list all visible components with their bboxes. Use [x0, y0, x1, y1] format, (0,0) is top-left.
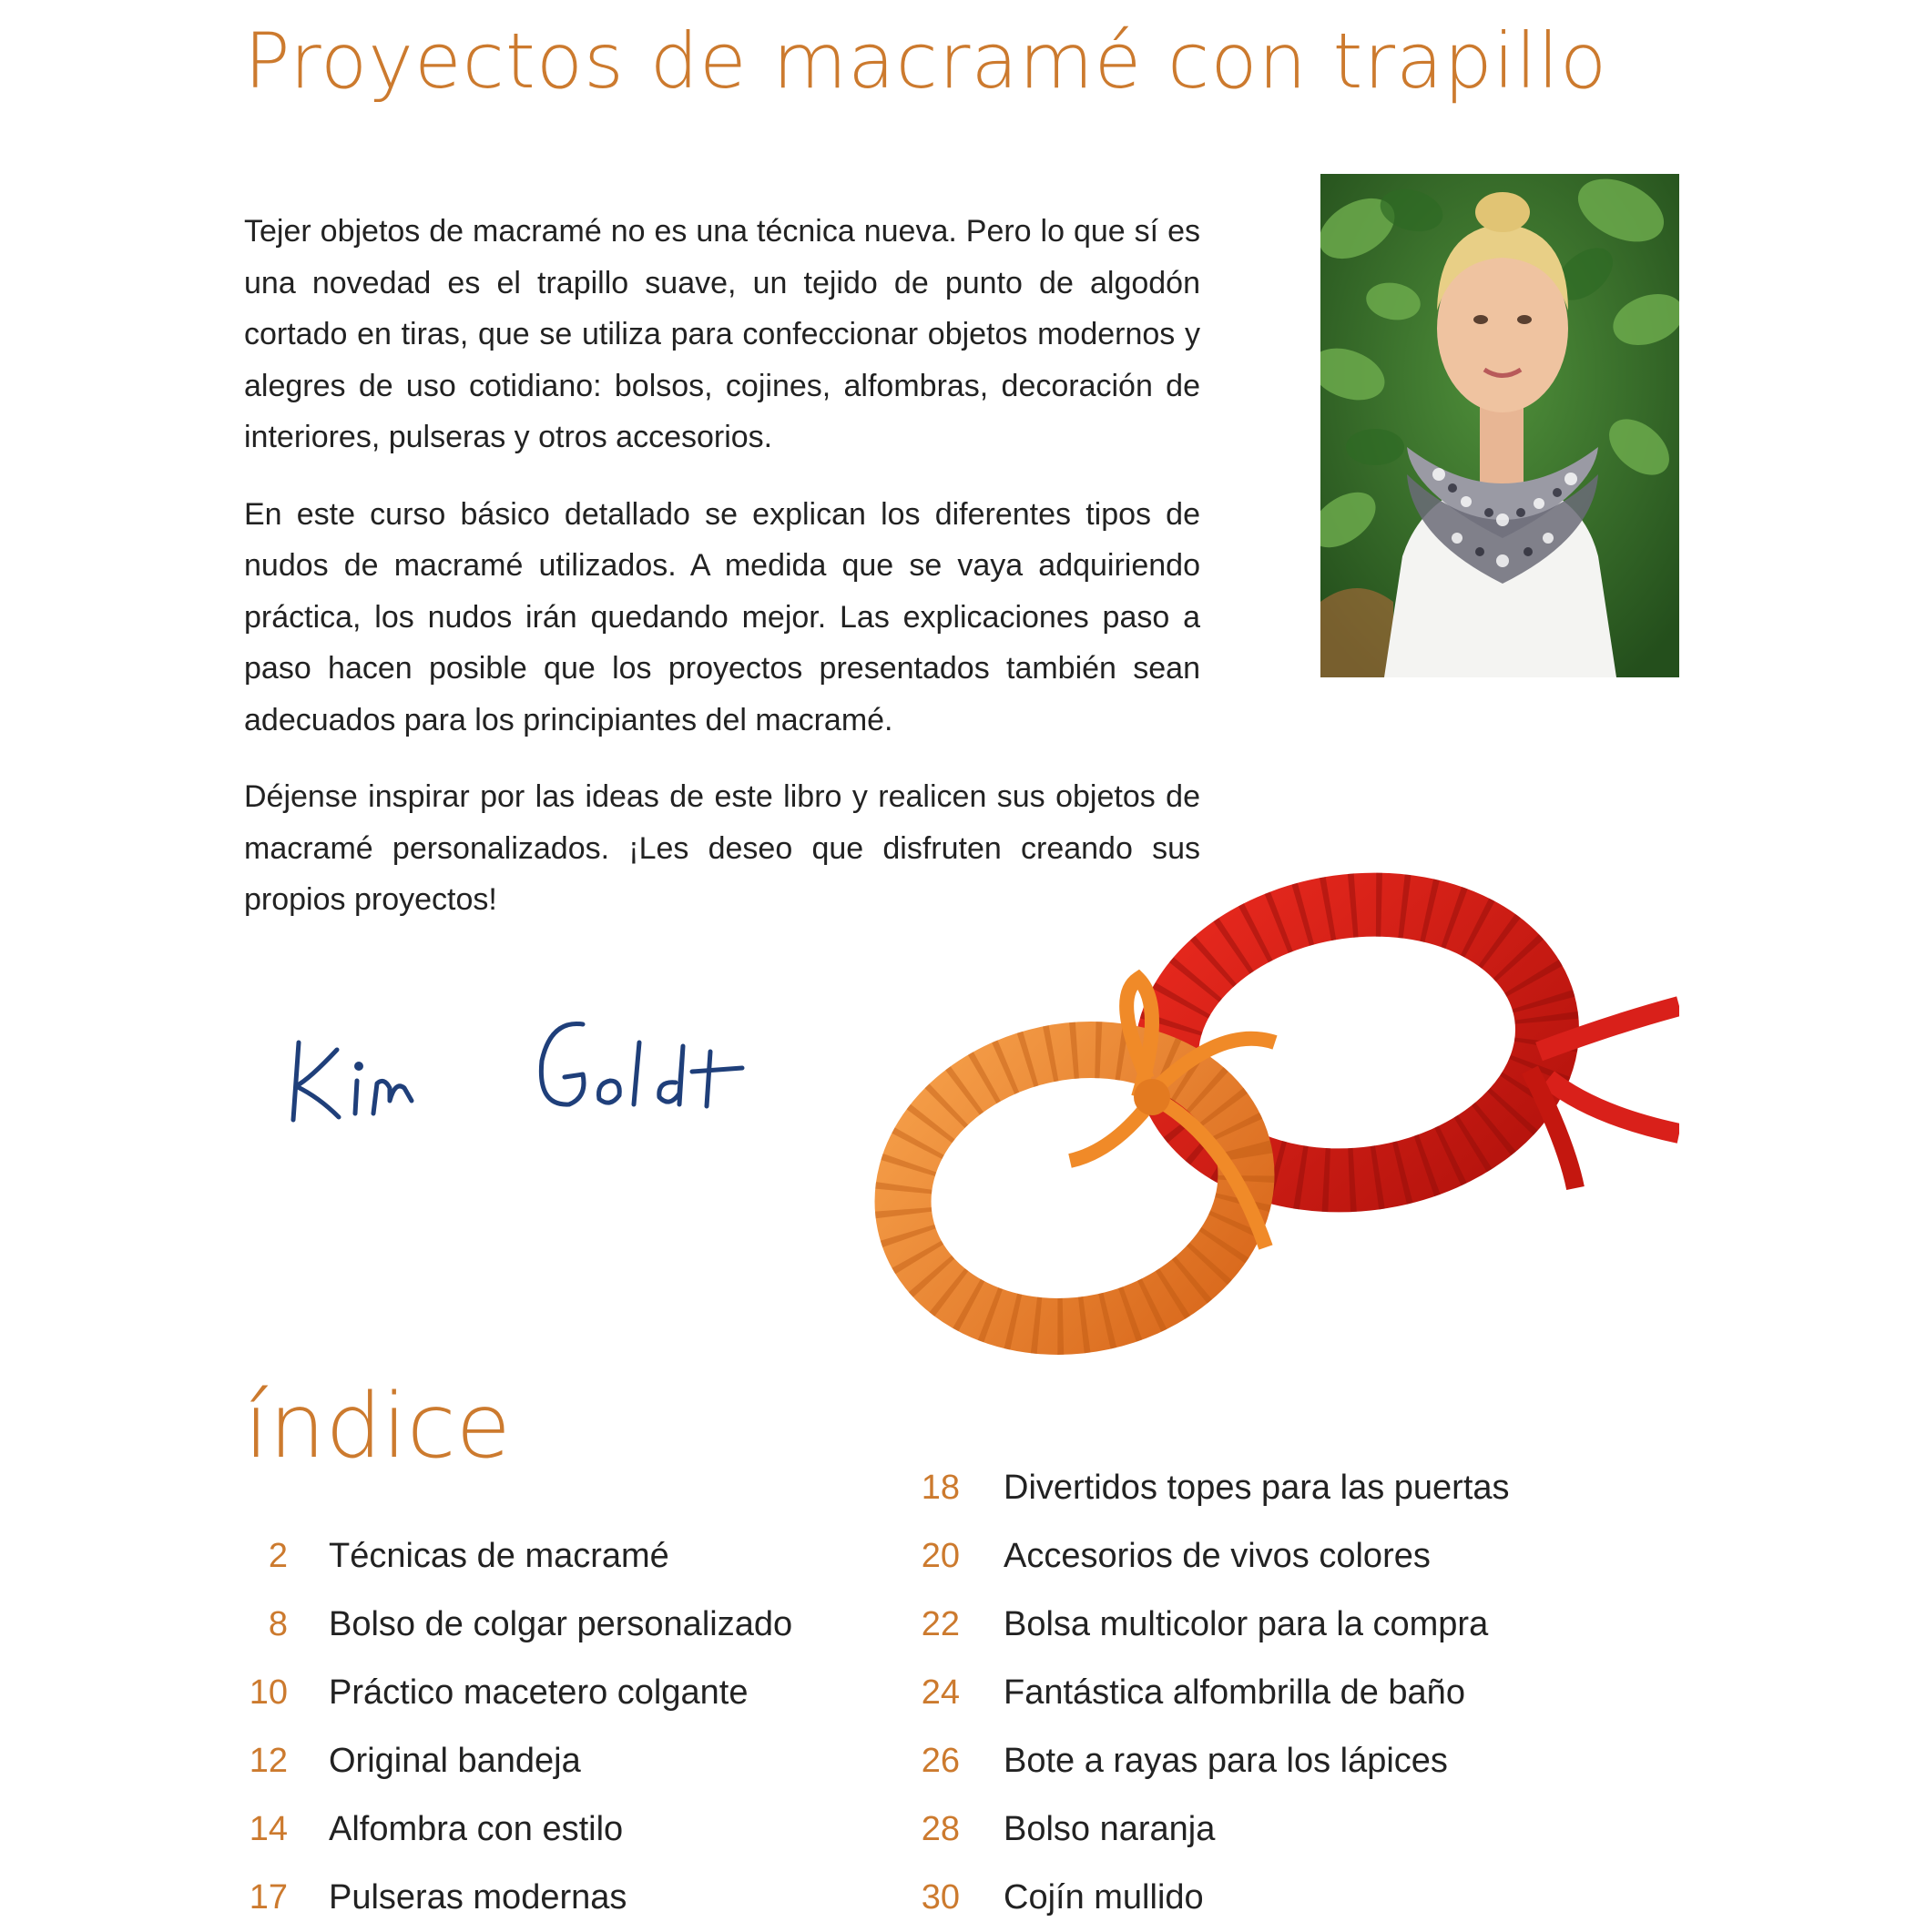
toc-entry	[244, 1522, 792, 1591]
page-title: Proyectos de macramé con trapillo	[244, 16, 1608, 106]
toc-page-number: 12	[249, 1742, 288, 1780]
intro-paragraph: Déjense inspirar por las ideas de este libro y realicen sus objetos de macramé personalizados. ¡Les deseo que disfruten creando sus propios proyectos!	[244, 779, 1200, 917]
toc-page-number: 30	[921, 1878, 960, 1917]
toc-page-number: 24	[921, 1673, 960, 1712]
toc-page-number: 28	[921, 1810, 960, 1848]
index-heading: índice	[244, 1375, 511, 1479]
toc-entry	[911, 1591, 1510, 1659]
toc-entry	[244, 1795, 792, 1864]
toc-page-number: 17	[249, 1878, 288, 1917]
toc-entry	[911, 1727, 1510, 1795]
toc-entry-title: Accesorios de vivos colores	[1004, 1537, 1431, 1575]
author-photo	[1320, 174, 1679, 677]
toc-entry-title: Bote a rayas para los lápices	[1004, 1742, 1448, 1780]
toc-entry	[911, 1659, 1510, 1727]
toc-left-column	[244, 1522, 792, 1932]
toc-entry-title: Alfombra con estilo	[329, 1810, 624, 1848]
toc-page-number: 14	[249, 1810, 288, 1848]
toc-entry	[244, 1864, 792, 1932]
toc-entry-title: Práctico macetero colgante	[329, 1673, 749, 1712]
toc-entry	[911, 1795, 1510, 1864]
toc-entry	[244, 1659, 792, 1727]
toc-page-number: 18	[921, 1469, 960, 1507]
toc-entry-title: Fantástica alfombrilla de baño	[1004, 1673, 1465, 1712]
toc-entry-title: Divertidos topes para las puertas	[1004, 1469, 1510, 1507]
toc-entry	[244, 1727, 792, 1795]
toc-entry-title: Original bandeja	[329, 1742, 581, 1780]
toc-entry-title: Pulseras modernas	[329, 1878, 627, 1917]
toc-entry-title: Bolsa multicolor para la compra	[1004, 1605, 1489, 1643]
toc-right-column	[911, 1454, 1510, 1932]
toc-entry	[244, 1591, 792, 1659]
toc-entry-title: Bolso de colgar personalizado	[329, 1605, 793, 1643]
toc-entry	[911, 1864, 1510, 1932]
toc-page-number: 22	[921, 1605, 960, 1643]
author-signature	[282, 1006, 774, 1143]
toc-page-number: 20	[921, 1537, 960, 1575]
intro-paragraph: En este curso básico detallado se explican los diferentes tipos de nudos de macramé utilizados. A medida que se vaya adquiriendo práctica, los nudos irán quedando mejor. Las explicaciones paso a paso hacen posible que los proyectos presentados también sean adecuados para los principiantes del macramé.	[244, 496, 1200, 737]
toc-page-number: 26	[921, 1742, 960, 1780]
toc-entry	[911, 1454, 1510, 1522]
toc-entry-title: Bolso naranja	[1004, 1810, 1216, 1848]
toc-page-number: 2	[268, 1537, 288, 1575]
toc-page-number: 8	[268, 1605, 288, 1643]
toc-entry-title: Técnicas de macramé	[329, 1537, 669, 1575]
toc-entry	[911, 1522, 1510, 1591]
toc-entry-title: Cojín mullido	[1004, 1878, 1204, 1917]
intro-paragraph: Tejer objetos de macramé no es una técnica nueva. Pero lo que sí es una novedad es el trapillo suave, un tejido de punto de algodón cortado en tiras, que se utiliza para confeccionar objetos modernos y alegres de uso cotidiano: bolsos, cojines, alfombras, decoración de interiores, pulseras y otros accesorios.	[244, 214, 1200, 454]
toc-page-number: 10	[249, 1673, 288, 1712]
bracelets-image	[838, 842, 1679, 1370]
intro-text	[244, 206, 1200, 951]
